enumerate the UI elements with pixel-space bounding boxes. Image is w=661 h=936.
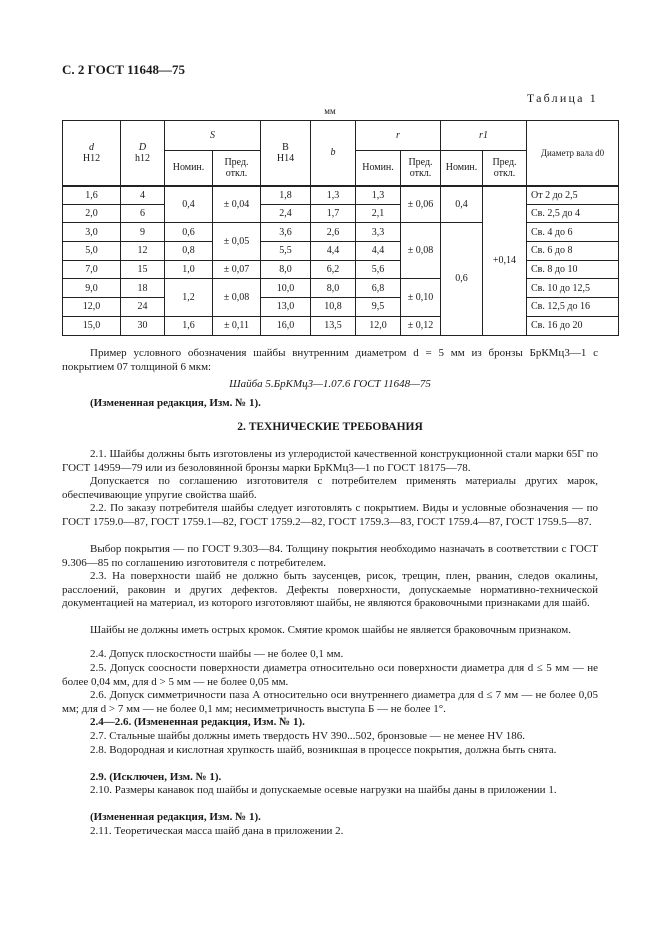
- example-text: Пример условного обозначения шайбы внутренним диаметром d = 5 мм из бронзы БрКМц3—1 с покрытием 07 толщиной 6 мкм:: [62, 347, 598, 373]
- table-cell: 1,0: [165, 260, 213, 279]
- table-cell: 6,2: [311, 260, 356, 279]
- table-cell: 0,6: [441, 223, 483, 335]
- section-title: 2. ТЕХНИЧЕСКИЕ ТРЕБОВАНИЯ: [237, 421, 423, 433]
- col-b: b: [311, 121, 356, 186]
- col-r1: r1: [441, 121, 527, 151]
- col-d: d H12: [63, 121, 121, 186]
- table-cell: 12,0: [356, 316, 401, 335]
- col-S: S: [165, 121, 261, 151]
- table-cell: Св. 6 до 8: [527, 242, 619, 261]
- table-cell: ± 0,05: [213, 223, 261, 260]
- table-row: [63, 260, 619, 279]
- table-cell: 15: [121, 260, 165, 279]
- table-unit: мм: [324, 106, 336, 116]
- table-cell: 4: [121, 186, 165, 205]
- para-2-2b: Выбор покрытия — по ГОСТ 9.303—84. Толщину покрытия необходимо назначать в соответствии с ГОСТ 9.306—85 по соглашению изготовителя с потребителем.: [62, 543, 598, 569]
- para-2-3b: Шайбы не должны иметь острых кромок. Смятие кромок шайбы не является браковочным признаком.: [90, 624, 572, 636]
- para-2-10b: (Измененная редакция, Изм. № 1).: [90, 811, 261, 823]
- table-cell: Св. 16 до 20: [527, 316, 619, 335]
- table-cell: Св. 2,5 до 4: [527, 204, 619, 223]
- table-cell: 1,6: [63, 186, 121, 205]
- para-2-1: 2.1. Шайбы должны быть изготовлены из углеродистой качественной конструкционной стали марки 65Г по ГОСТ 14959—79 или из безоловянной бронзы марки БрКМц3—1 по ГОСТ 18175—78.: [62, 448, 598, 474]
- col-s-pred: Пред. откл.: [213, 151, 261, 186]
- table-row: [63, 316, 619, 335]
- table-cell: 9,5: [356, 298, 401, 317]
- table-cell: 13,0: [261, 298, 311, 317]
- table-cell: 0,4: [165, 186, 213, 223]
- para-2-11: 2.11. Теоретическая масса шайб дана в приложении 2.: [90, 825, 344, 837]
- table-cell: ± 0,04: [213, 186, 261, 223]
- para-2-4-2-6: 2.4—2.6. (Измененная редакция, Изм. № 1).: [90, 716, 305, 728]
- col-r: r: [356, 121, 441, 151]
- table-cell: 2,1: [356, 204, 401, 223]
- table-cell: 12: [121, 242, 165, 261]
- table-cell: 12,0: [63, 298, 121, 317]
- example-formula: Шайба 5.БрКМц3—1.07.6 ГОСТ 11648—75: [229, 378, 431, 390]
- table-cell: ± 0,08: [213, 279, 261, 316]
- table-cell: 3,3: [356, 223, 401, 242]
- table-cell: 30: [121, 316, 165, 335]
- col-D: D h12: [121, 121, 165, 186]
- col-r1-pred: Пред. откл.: [483, 151, 527, 186]
- table-cell: 8,0: [261, 260, 311, 279]
- col-r-pred: Пред. откл.: [401, 151, 441, 186]
- table-cell: ± 0,06: [401, 186, 441, 223]
- table-cell: 1,3: [311, 186, 356, 205]
- table-cell: 10,0: [261, 279, 311, 298]
- table-row: [63, 186, 619, 205]
- table-cell: Св. 4 до 6: [527, 223, 619, 242]
- table-cell: 6: [121, 204, 165, 223]
- table-cell: 7,0: [63, 260, 121, 279]
- table-cell: 8,0: [311, 279, 356, 298]
- table-cell: 1,3: [356, 186, 401, 205]
- table-cell: Св. 8 до 10: [527, 260, 619, 279]
- table-cell: +0,14: [483, 186, 527, 336]
- table-cell: 2,4: [261, 204, 311, 223]
- table-cell: 18: [121, 279, 165, 298]
- table-cell: 0,8: [165, 242, 213, 261]
- table-cell: 6,8: [356, 279, 401, 298]
- table-cell: 5,5: [261, 242, 311, 261]
- table-cell: 2,0: [63, 204, 121, 223]
- col-s-nom: Номин.: [165, 151, 213, 186]
- table-cell: 4,4: [311, 242, 356, 261]
- col-r-nom: Номин.: [356, 151, 401, 186]
- table-cell: 0,4: [441, 186, 483, 223]
- para-2-10: 2.10. Размеры канавок под шайбы и допускаемые осевые нагрузки на шайбы даны в приложении 1.: [90, 784, 557, 796]
- table-cell: ± 0,07: [213, 260, 261, 279]
- example-edit-note: (Измененная редакция, Изм. № 1).: [90, 397, 261, 409]
- table-cell: 13,5: [311, 316, 356, 335]
- table-cell: 9,0: [63, 279, 121, 298]
- table-cell: 5,6: [356, 260, 401, 279]
- table-cell: 1,2: [165, 279, 213, 316]
- table-row: [63, 298, 619, 317]
- table-cell: 16,0: [261, 316, 311, 335]
- table-cell: ± 0,10: [401, 279, 441, 316]
- table-cell: Св. 12,5 до 16: [527, 298, 619, 317]
- table-cell: 15,0: [63, 316, 121, 335]
- para-2-4: 2.4. Допуск плоскостности шайбы — не более 0,1 мм.: [90, 648, 344, 660]
- para-2-8: 2.8. Водородная и кислотная хрупкость шайб, возникшая в процессе покрытия, должна быть снята.: [90, 744, 557, 756]
- table-cell: ± 0,12: [401, 316, 441, 335]
- table-caption: Таблица 1: [526, 91, 598, 105]
- table-cell: 5,0: [63, 242, 121, 261]
- para-2-7: 2.7. Стальные шайбы должны иметь твердость HV 390...502, бронзовые — не менее HV 186.: [90, 730, 525, 742]
- table-cell: 1,7: [311, 204, 356, 223]
- table-cell: ± 0,11: [213, 316, 261, 335]
- para-2-6: 2.6. Допуск симметричности паза А относительно оси внутреннего диаметра для d ≤ 7 мм — не более 0,05 мм; для d > 7 мм — не более 0,1 мм; несимметричность выступа Б — не более 1°.: [62, 689, 598, 715]
- para-2-1b: Допускается по соглашению изготовителя с потребителем применять материалы других марок, обеспечивающие упругие свойства шайб.: [62, 475, 598, 501]
- table-cell: ± 0,08: [401, 223, 441, 279]
- table-cell: 1,8: [261, 186, 311, 205]
- table-row: [63, 223, 619, 242]
- table-cell: От 2 до 2,5: [527, 186, 619, 205]
- table-cell: 4,4: [356, 242, 401, 261]
- para-2-5: 2.5. Допуск соосности поверхности диаметра относительно оси поверхности диаметра для d ≤ 5 мм — не более 0,04 мм, для d > 5 мм — не более 0,05 мм.: [62, 662, 598, 688]
- table-cell: 9: [121, 223, 165, 242]
- page-header: С. 2 ГОСТ 11648—75: [62, 62, 185, 77]
- table-cell: 1,6: [165, 316, 213, 335]
- table-cell: 10,8: [311, 298, 356, 317]
- table-row: [63, 279, 619, 298]
- table-cell: Св. 10 до 12,5: [527, 279, 619, 298]
- table-cell: 3,0: [63, 223, 121, 242]
- table-row: [63, 242, 619, 261]
- dimensions-table: [62, 120, 619, 336]
- para-2-3: 2.3. На поверхности шайб не должно быть заусенцев, рисок, трещин, плен, рванин, следов окалины, расслоений, раковин и других дефектов. Дефекты поверхности, допускаемые нормативно-технической документацией на материал, из которого изготовляют шайбы, не являются браковочными признаками для шайб.: [62, 570, 598, 609]
- col-r1-nom: Номин.: [441, 151, 483, 186]
- table-cell: 0,6: [165, 223, 213, 242]
- table-cell: 2,6: [311, 223, 356, 242]
- para-2-2: 2.2. По заказу потребителя шайбы следует изготовлять с покрытием. Виды и условные обозначения — по ГОСТ 1759.0—87, ГОСТ 1759.1—82, ГОСТ 1759.2—82, ГОСТ 1759.3—83, ГОСТ 1759.4—87, ГОСТ 1759.5—87.: [62, 502, 598, 528]
- col-B: B H14: [261, 121, 311, 186]
- para-2-9: 2.9. (Исключен, Изм. № 1).: [90, 771, 222, 783]
- table-cell: 3,6: [261, 223, 311, 242]
- col-shaft: Диаметр вала d0: [527, 121, 619, 186]
- table-cell: 24: [121, 298, 165, 317]
- table-row: [63, 204, 619, 223]
